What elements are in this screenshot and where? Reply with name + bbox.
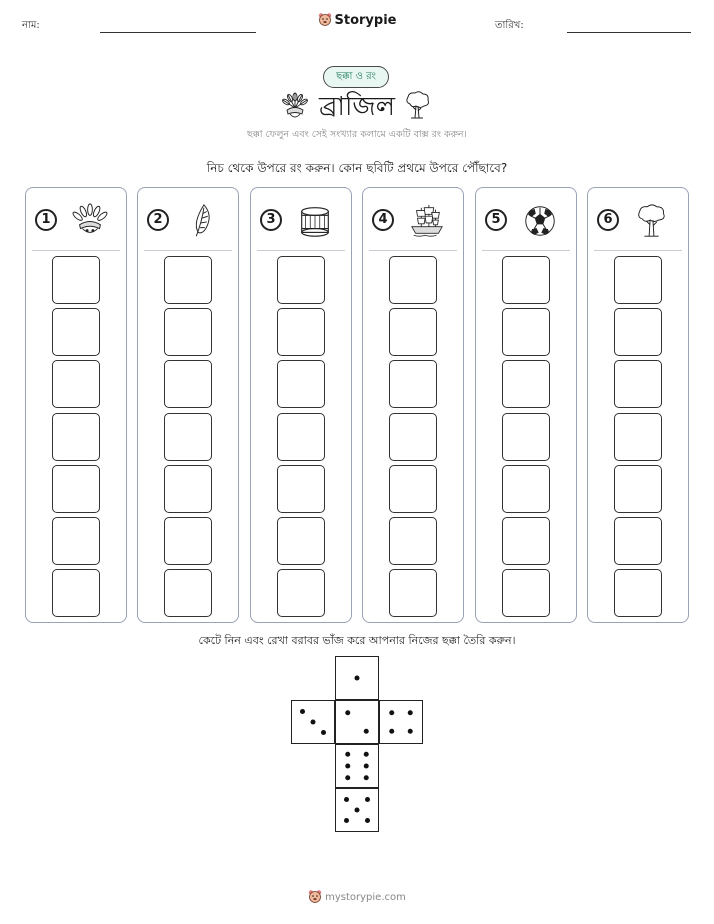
dice-pips-icon xyxy=(336,745,378,787)
dice-face-4 xyxy=(379,700,423,744)
date-line[interactable] xyxy=(567,32,691,33)
dice-face-1 xyxy=(335,656,379,700)
color-box[interactable] xyxy=(52,465,100,513)
column-divider xyxy=(482,250,570,251)
color-box[interactable] xyxy=(164,256,212,304)
color-box[interactable] xyxy=(389,256,437,304)
color-box[interactable] xyxy=(502,465,550,513)
dice-face-5 xyxy=(335,788,379,832)
dice-pips-icon xyxy=(336,657,378,699)
bear-logo-icon xyxy=(308,889,322,903)
footer-url: mystorypie.com xyxy=(325,892,406,903)
color-box[interactable] xyxy=(164,517,212,565)
column-divider xyxy=(257,250,345,251)
color-box[interactable] xyxy=(389,465,437,513)
column-divider xyxy=(32,250,120,251)
dice-pips-icon xyxy=(336,701,378,743)
tree-icon xyxy=(402,90,432,120)
color-box[interactable] xyxy=(277,517,325,565)
color-box[interactable] xyxy=(502,308,550,356)
column-number-badge: 1 xyxy=(35,209,57,231)
column-number-badge: 3 xyxy=(260,209,282,231)
column-divider xyxy=(594,250,682,251)
color-box[interactable] xyxy=(614,308,662,356)
color-box[interactable] xyxy=(164,413,212,461)
color-box[interactable] xyxy=(164,569,212,617)
color-box[interactable] xyxy=(389,517,437,565)
race-column-1 xyxy=(25,187,127,623)
color-box[interactable] xyxy=(52,256,100,304)
color-box[interactable] xyxy=(502,256,550,304)
column-divider xyxy=(369,250,457,251)
color-box[interactable] xyxy=(277,413,325,461)
race-column-2 xyxy=(137,187,239,623)
brand-logo xyxy=(0,12,714,28)
dice-pips-icon xyxy=(336,789,378,831)
color-box[interactable] xyxy=(614,569,662,617)
color-box[interactable] xyxy=(277,360,325,408)
color-box[interactable] xyxy=(164,360,212,408)
sailing-ship-icon xyxy=(407,202,447,240)
color-box[interactable] xyxy=(389,308,437,356)
color-box[interactable] xyxy=(52,517,100,565)
instruction-text: নিচ থেকে উপরে রং করুন। কোন ছবিটি প্রথমে উপরে পৌঁছাবে? xyxy=(206,161,508,175)
race-column-4 xyxy=(362,187,464,623)
color-box[interactable] xyxy=(502,569,550,617)
color-box[interactable] xyxy=(277,256,325,304)
color-box[interactable] xyxy=(52,308,100,356)
color-box[interactable] xyxy=(164,465,212,513)
column-divider xyxy=(144,250,232,251)
color-box[interactable] xyxy=(277,465,325,513)
column-number-badge: 4 xyxy=(372,209,394,231)
cut-instruction: কেটে নিন এবং রেখা বরাবর ভাঁজ করে আপনার নিজের ছক্কা তৈরি করুন। xyxy=(198,634,516,647)
color-box[interactable] xyxy=(164,308,212,356)
color-box[interactable] xyxy=(389,360,437,408)
name-line[interactable] xyxy=(100,32,256,33)
color-box[interactable] xyxy=(614,256,662,304)
soccer-ball-icon xyxy=(520,202,560,240)
brand-name: Storypie xyxy=(334,13,397,28)
column-number-badge: 6 xyxy=(597,209,619,231)
color-box[interactable] xyxy=(52,413,100,461)
bear-logo-icon xyxy=(318,12,332,26)
color-box[interactable] xyxy=(389,569,437,617)
drum-icon xyxy=(295,202,335,240)
tree-icon xyxy=(632,202,672,240)
dice-face-3 xyxy=(291,700,335,744)
dice-face-2 xyxy=(335,700,379,744)
color-box[interactable] xyxy=(614,413,662,461)
dice-pips-icon xyxy=(380,701,422,743)
color-box[interactable] xyxy=(277,569,325,617)
color-box[interactable] xyxy=(52,360,100,408)
footer xyxy=(0,889,714,903)
color-box[interactable] xyxy=(389,413,437,461)
color-box[interactable] xyxy=(614,360,662,408)
color-box[interactable] xyxy=(502,517,550,565)
name-label: নাম: xyxy=(22,20,40,31)
race-column-3 xyxy=(250,187,352,623)
activity-badge: ছক্কা ও রং xyxy=(323,66,389,88)
feather-icon xyxy=(182,202,222,240)
color-box[interactable] xyxy=(52,569,100,617)
dice-face-6 xyxy=(335,744,379,788)
column-number-badge: 2 xyxy=(147,209,169,231)
dice-pips-icon xyxy=(292,701,334,743)
color-box[interactable] xyxy=(277,308,325,356)
color-box[interactable] xyxy=(614,517,662,565)
color-box[interactable] xyxy=(502,413,550,461)
race-column-5 xyxy=(475,187,577,623)
feather-headdress-icon xyxy=(70,202,110,240)
date-label: তারিখ: xyxy=(495,20,524,31)
color-box[interactable] xyxy=(502,360,550,408)
race-column-6 xyxy=(587,187,689,623)
color-box[interactable] xyxy=(614,465,662,513)
column-number-badge: 5 xyxy=(485,209,507,231)
subtitle: ছক্কা ফেলুন এবং সেই সংখ্যার কলামে একটি বাক্স রং করুন। xyxy=(247,129,467,140)
page-title: ব্রাজিল xyxy=(318,92,396,122)
